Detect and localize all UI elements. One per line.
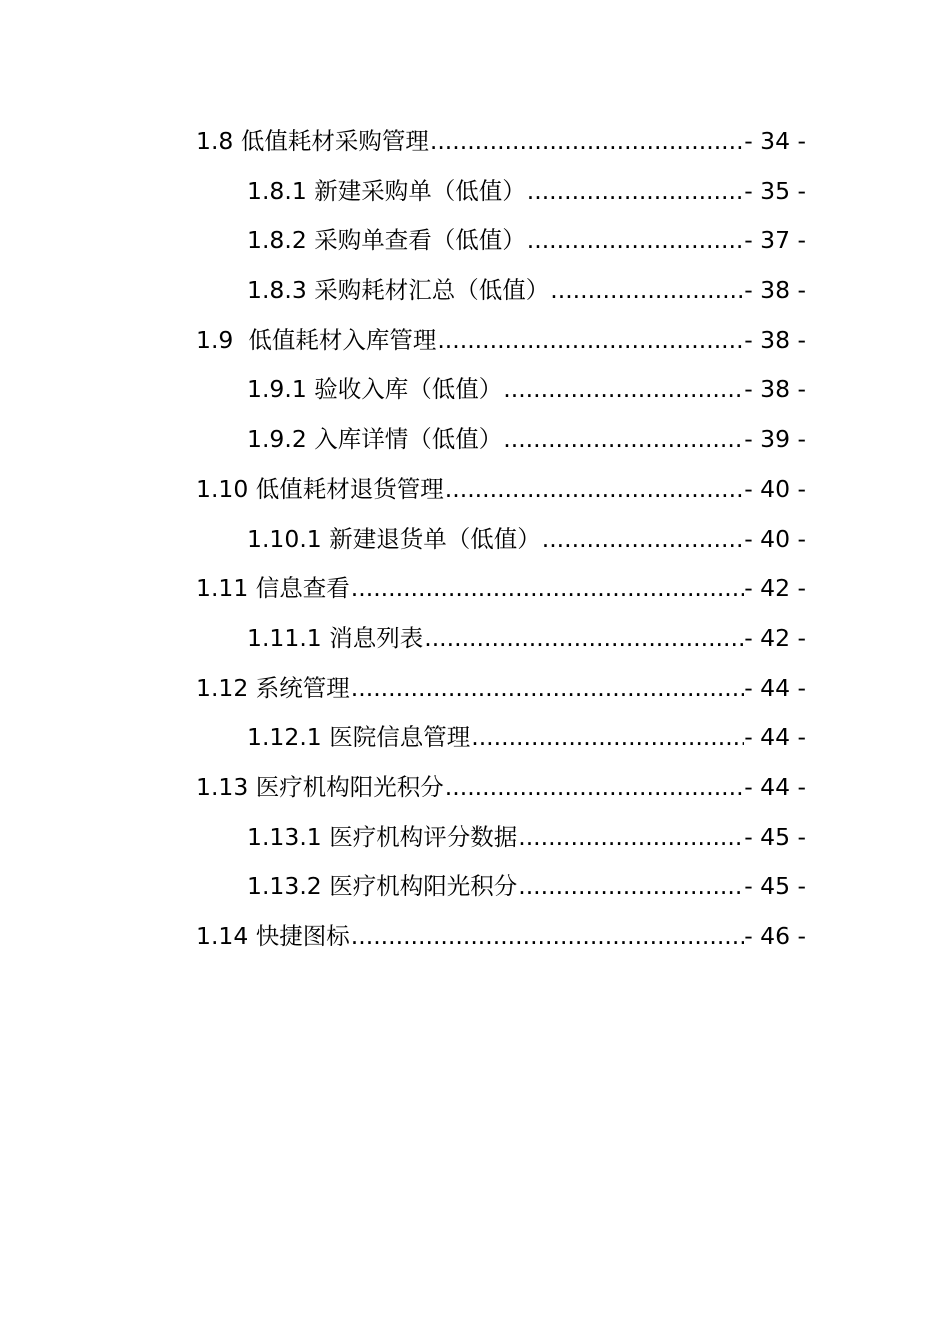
toc-entry-label: 1.8 低值耗材采购管理 <box>196 127 429 155</box>
toc-entry[interactable] <box>196 614 806 664</box>
toc-entry-page: - 38 - <box>744 375 806 404</box>
toc-entry[interactable] <box>196 862 806 912</box>
toc-entry[interactable] <box>196 316 806 366</box>
toc-entry-page: - 45 - <box>744 822 806 851</box>
toc-dot-leader <box>518 813 744 863</box>
toc-entry-label: 1.11 信息查看 <box>196 574 350 603</box>
toc-dot-leader <box>471 713 744 763</box>
toc-entry[interactable] <box>196 216 806 266</box>
toc-entry-page: - 40 - <box>744 474 806 503</box>
toc-dot-leader <box>351 564 744 614</box>
toc-entry-label: 1.12.1 医院信息管理 <box>247 723 471 752</box>
toc-entry-label: 1.10.1 新建退货单（低值） <box>247 524 541 553</box>
toc-dot-leader <box>503 365 744 415</box>
toc-entry-page: - 34 - <box>744 127 806 155</box>
toc-entry[interactable] <box>196 515 806 565</box>
toc-entry[interactable] <box>196 365 806 415</box>
toc-entry[interactable] <box>196 763 806 813</box>
toc-entry-page: - 44 - <box>744 673 806 702</box>
toc-dot-leader <box>437 316 744 366</box>
toc-entry-page: - 44 - <box>744 723 806 752</box>
toc-entry-label: 1.10 低值耗材退货管理 <box>196 474 444 503</box>
toc-entry-page: - 46 - <box>744 922 806 950</box>
toc-dot-leader <box>351 664 744 714</box>
toc-entry-label: 1.13.1 医疗机构评分数据 <box>247 822 518 851</box>
toc-entry-label: 1.14 快捷图标 <box>196 922 350 950</box>
toc-dot-leader <box>542 515 744 565</box>
toc-entry-label: 1.8.1 新建采购单（低值） <box>247 176 526 205</box>
toc-dot-leader <box>503 415 744 465</box>
toc-entry-label: 1.12 系统管理 <box>196 673 350 702</box>
toc-entry-label: 1.13 医疗机构阳光积分 <box>196 772 444 801</box>
toc-entry-label: 1.8.3 采购耗材汇总（低值） <box>247 276 550 305</box>
toc-dot-leader <box>424 614 744 664</box>
toc-entry[interactable] <box>196 713 806 763</box>
toc-entry-label: 1.9.2 入库详情（低值） <box>247 425 503 454</box>
toc-entry-page: - 39 - <box>744 425 806 454</box>
toc-entry-page: - 38 - <box>744 325 806 354</box>
toc-entry-label: 1.9.1 验收入库（低值） <box>247 375 503 404</box>
toc-dot-leader <box>527 216 744 266</box>
toc-entry-page: - 37 - <box>744 226 806 255</box>
toc-entry[interactable] <box>196 564 806 614</box>
toc-entry[interactable] <box>196 117 806 167</box>
toc-dot-leader <box>550 266 744 316</box>
toc-entry[interactable] <box>196 415 806 465</box>
toc-dot-leader <box>430 117 744 167</box>
toc-entry-page: - 45 - <box>744 872 806 901</box>
toc-entry-page: - 35 - <box>744 176 806 205</box>
table-of-contents <box>196 117 806 962</box>
toc-entry[interactable] <box>196 465 806 515</box>
toc-entry-page: - 42 - <box>744 623 806 652</box>
toc-entry-label: 1.11.1 消息列表 <box>247 623 424 652</box>
toc-entry[interactable] <box>196 813 806 863</box>
toc-entry-page: - 38 - <box>744 276 806 305</box>
toc-entry-label: 1.8.2 采购单查看（低值） <box>247 226 526 255</box>
toc-entry[interactable] <box>196 167 806 217</box>
toc-entry[interactable] <box>196 664 806 714</box>
toc-entry-page: - 44 - <box>744 772 806 801</box>
toc-entry[interactable] <box>196 266 806 316</box>
toc-entry-label: 1.13.2 医疗机构阳光积分 <box>247 872 518 901</box>
toc-entry[interactable] <box>196 912 806 962</box>
toc-dot-leader <box>527 167 744 217</box>
toc-dot-leader <box>351 912 744 962</box>
toc-dot-leader <box>445 465 744 515</box>
toc-dot-leader <box>445 763 744 813</box>
toc-entry-label: 1.9 低值耗材入库管理 <box>196 325 437 354</box>
toc-dot-leader <box>518 862 744 912</box>
toc-entry-page: - 42 - <box>744 574 806 603</box>
toc-entry-page: - 40 - <box>744 524 806 553</box>
